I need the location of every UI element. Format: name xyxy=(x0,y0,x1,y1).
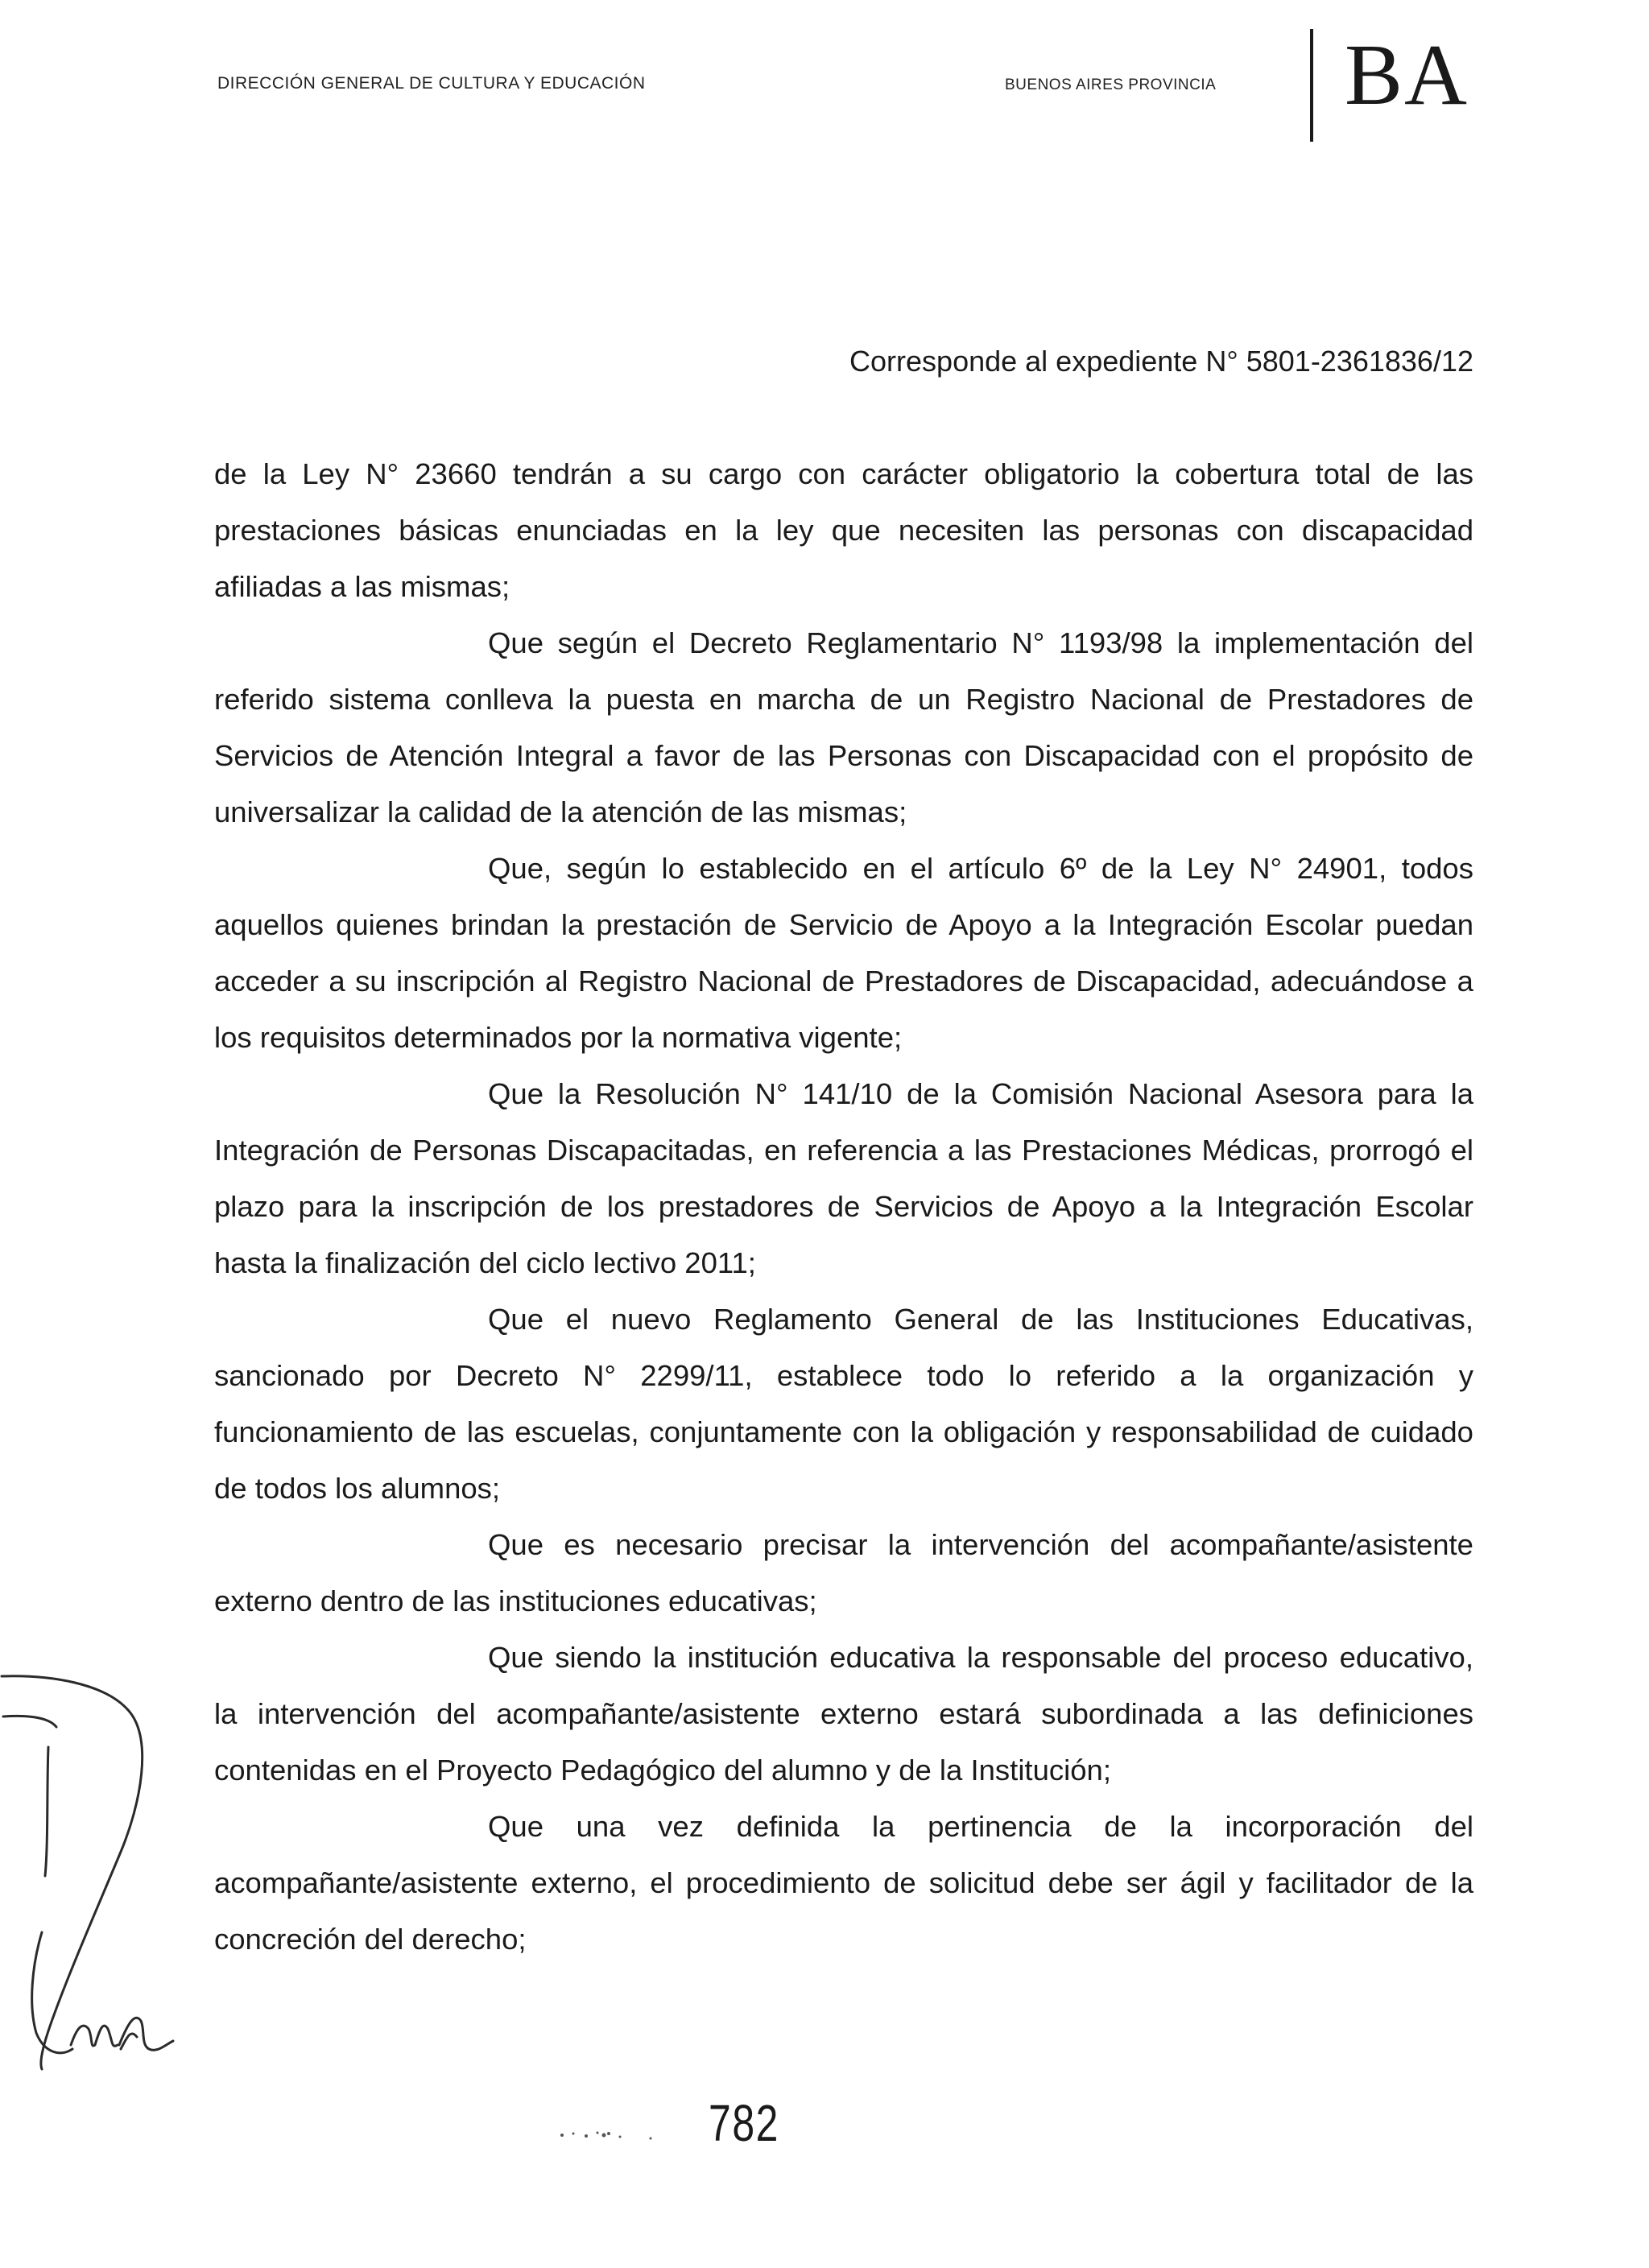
header-divider xyxy=(1310,29,1313,142)
paragraph-intervencion: Que es necesario precisar la intervención del acompañante/asistente externo dentro de las instituciones educativas; xyxy=(214,1528,1473,1617)
paragraph-decreto-1193: Que según el Decreto Reglamentario N° 1193/98 la implementación del referido sistema conlleva la puesta en marcha de un Registro Nacional de Prestadores de Servicios de Atención Integral a favor de las Personas con Discapacidad con el propósito de universalizar la calidad de la atención de las mismas; xyxy=(214,626,1473,828)
paragraph-ley-23660: de la Ley N° 23660 tendrán a su cargo con carácter obligatorio la cobertura total de las prestaciones básicas enunciadas en la ley que necesiten las personas con discapacidad afiliadas a las mismas; xyxy=(214,457,1473,603)
ba-logo: BA xyxy=(1345,27,1469,123)
document-body xyxy=(214,446,1473,1968)
header-province: BUENOS AIRES PROVINCIA xyxy=(1005,76,1217,93)
page-number: 782 xyxy=(709,2094,779,2152)
paragraph-institucion: Que siendo la institución educativa la responsable del proceso educativo, la intervención del acompañante/asistente externo estará subordinada a las definiciones contenidas en el Proyecto Pedagógico del alumno y de la Institución; xyxy=(214,1641,1473,1787)
header-organization: DIRECCIÓN GENERAL DE CULTURA Y EDUCACIÓN xyxy=(217,74,646,93)
expediente-reference: Corresponde al expediente N° 5801-2361836/12 xyxy=(849,345,1473,378)
paragraph-resolucion-141: Que la Resolución N° 141/10 de la Comisión Nacional Asesora para la Integración de Personas Discapacitadas, en referencia a las Prestaciones Médicas, prorrogó el plazo para la inscripción de los prestadores de Servicios de Apoyo a la Integración Escolar hasta la finalización del ciclo lectivo 2011; xyxy=(214,1077,1473,1279)
paragraph-ley-24901: Que, según lo establecido en el artículo 6º de la Ley N° 24901, todos aquellos quienes brindan la prestación de Servicio de Apoyo a la Integración Escolar puedan acceder a su inscripción al Registro Nacional de Prestadores de Discapacidad, adecuándose a los requisitos determinados por la normativa vigente; xyxy=(214,852,1473,1054)
handwritten-signature xyxy=(0,1642,185,2093)
scan-specks xyxy=(556,2125,668,2142)
paragraph-decreto-2299: Que el nuevo Reglamento General de las Instituciones Educativas, sancionado por Decreto N° 2299/11, establece todo lo referido a la organización y funcionamiento de las escuelas, conjuntamente con la obligación y responsabilidad de cuidado de todos los alumnos; xyxy=(214,1303,1473,1505)
paragraph-procedimiento: Que una vez definida la pertinencia de la incorporación del acompañante/asistente externo, el procedimiento de solicitud debe ser ágil y facilitador de la concreción del derecho; xyxy=(214,1810,1473,1956)
